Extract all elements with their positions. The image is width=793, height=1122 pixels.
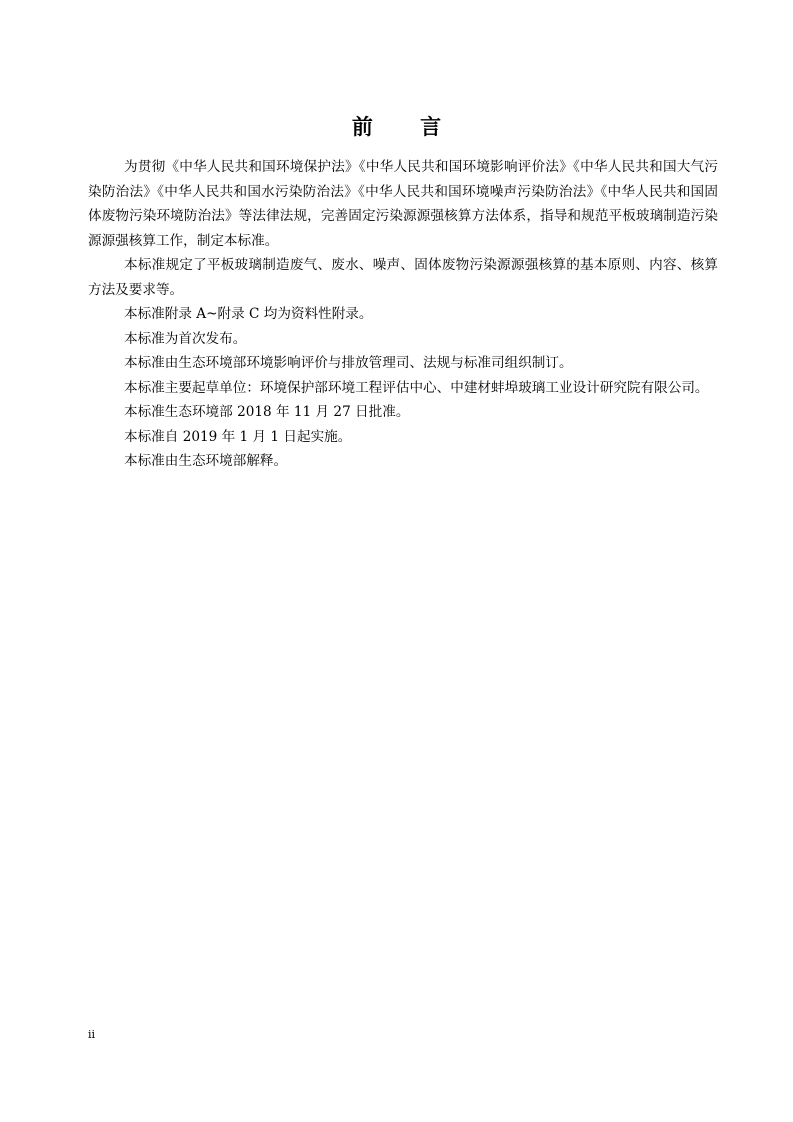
paragraph-appendices: 本标准附录 A~附录 C 均为资料性附录。 xyxy=(124,306,373,322)
paragraph-drafting-units: 本标准主要起草单位：环境保护部环境工程评估中心、中建材蚌埠玻璃工业设计研究院有限公司。 xyxy=(124,379,709,396)
paragraph-first-release: 本标准为首次发布。 xyxy=(124,330,247,347)
page-number: ii xyxy=(88,1028,96,1041)
paragraph-interpretation: 本标准由生态环境部解释。 xyxy=(124,453,288,469)
paragraph-effective-date: 本标准自 2019 年 1 月 1 日起实施。 xyxy=(124,428,352,445)
page-title: 前 言 xyxy=(351,115,462,139)
paragraph-scope: 本标准规定了平板玻璃制造废气、废水、噪声、固体废物污染源源强核算的基本原则、内容、核算方法及要求等。 xyxy=(88,257,718,298)
paragraph-approval-date: 本标准生态环境部 2018 年 11 月 27 日批准。 xyxy=(124,404,410,420)
paragraph-organizer: 本标准由生态环境部环境影响评价与排放管理司、法规与标准司组织制订。 xyxy=(124,355,573,371)
foreword-body xyxy=(88,155,718,474)
paragraph-purpose: 为贯彻《中华人民共和国环境保护法》《中华人民共和国环境影响评价法》《中华人民共和国大气污染防治法》《中华人民共和国水污染防治法》《中华人民共和国环境噪声污染防治法》《中华人民共和国固体废物污染环境防治法》等法律法规，完善固定污染源源强核算方法体系，指导和规范平板玻璃制造污染源源强核算工作，制定本标准。 xyxy=(88,159,718,249)
